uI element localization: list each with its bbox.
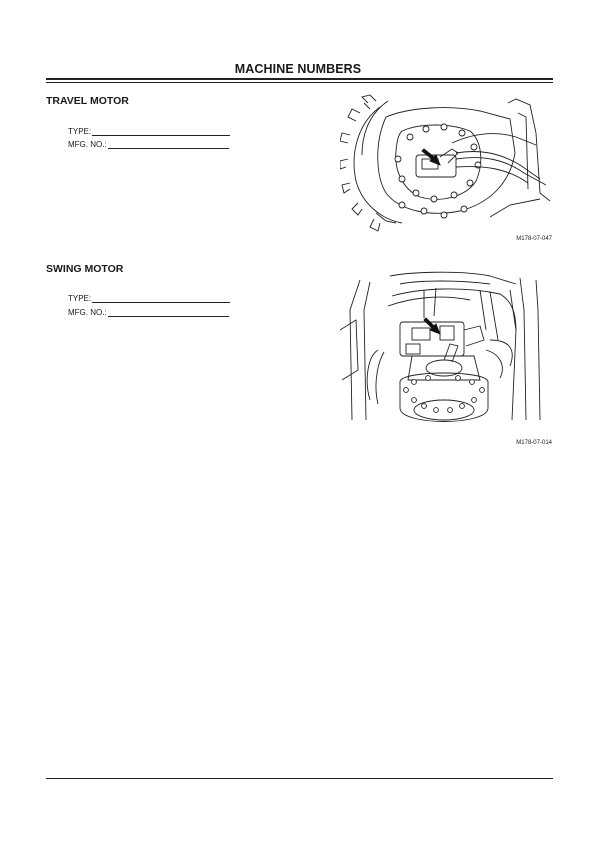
footer-rule — [46, 778, 553, 779]
swing-motor-type-field[interactable] — [92, 294, 230, 303]
travel-motor-mfg-field[interactable] — [108, 140, 229, 149]
header-rule-thin — [46, 82, 553, 83]
travel-motor-type-row — [68, 127, 230, 136]
travel-motor-type-field[interactable] — [92, 127, 230, 136]
header-rule-thick — [46, 78, 553, 80]
swing-motor-type-label: TYPE: — [68, 294, 92, 303]
travel-motor-mfg-row — [68, 140, 229, 149]
swing-motor-figure-caption: M178-07-014 — [516, 440, 552, 446]
page-title: MACHINE NUMBERS — [234, 62, 362, 76]
swing-motor-mfg-field[interactable] — [108, 308, 229, 317]
travel-motor-mfg-label: MFG. NO.: — [68, 140, 107, 149]
swing-motor-type-row — [68, 294, 230, 303]
swing-motor-mfg-label: MFG. NO.: — [68, 308, 107, 317]
travel-motor-illustration — [340, 93, 553, 233]
swing-motor-illustration — [340, 270, 553, 436]
travel-motor-type-label: TYPE: — [68, 127, 92, 136]
swing-motor-heading: SWING MOTOR — [46, 263, 124, 275]
travel-motor-figure-caption: M178-07-047 — [516, 236, 552, 242]
travel-motor-heading: TRAVEL MOTOR — [46, 95, 129, 107]
swing-motor-mfg-row — [68, 308, 229, 317]
